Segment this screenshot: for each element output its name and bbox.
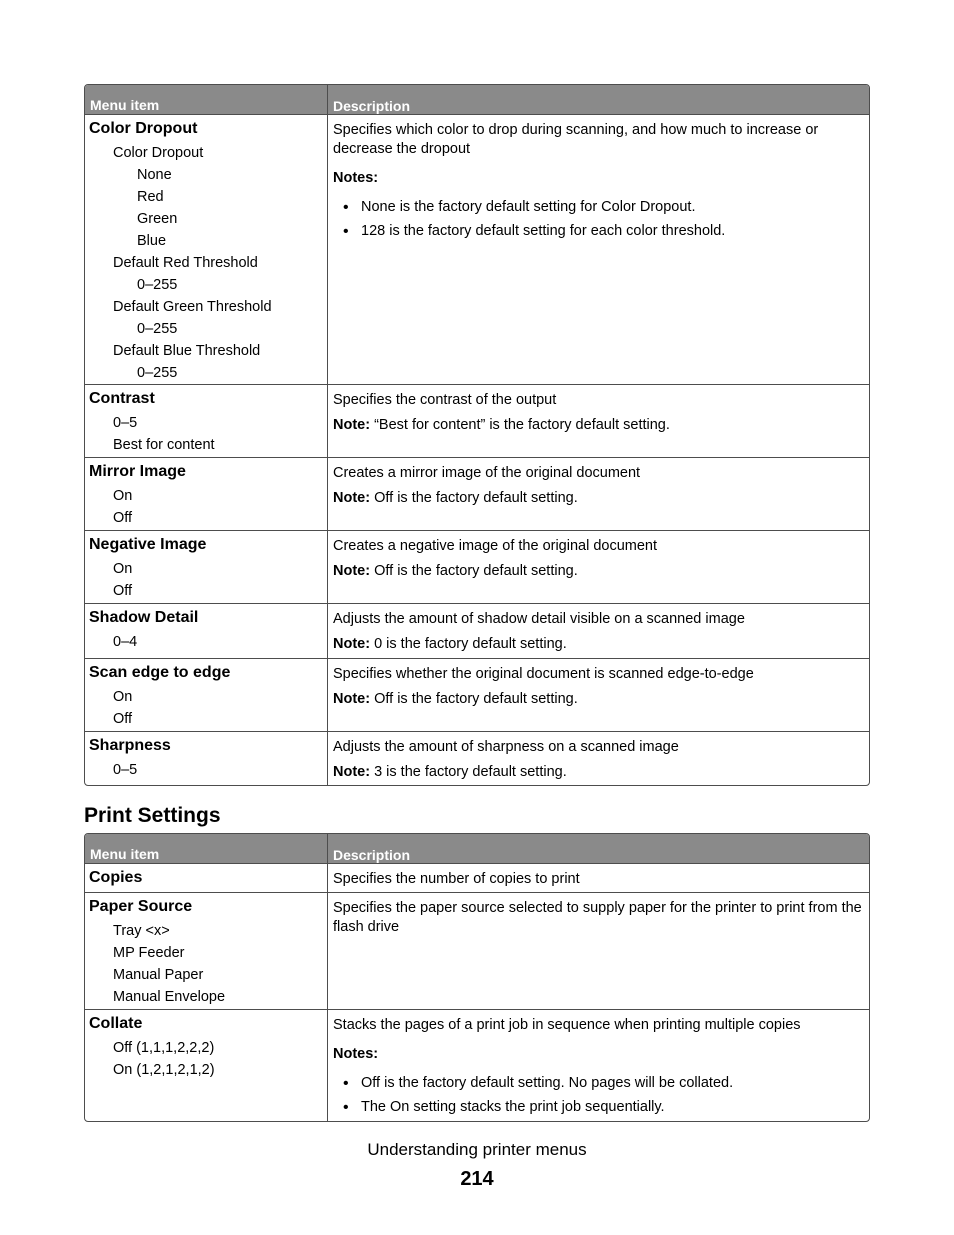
menu-option: Manual Paper bbox=[113, 967, 204, 983]
menu-option: Default Green Threshold bbox=[113, 299, 272, 315]
note-text: Off is the factory default setting. bbox=[370, 691, 578, 707]
description-cell bbox=[328, 458, 869, 530]
menu-option: Color Dropout bbox=[113, 145, 204, 161]
note-line bbox=[333, 690, 865, 709]
note-line bbox=[333, 489, 865, 508]
description-cell bbox=[328, 385, 869, 457]
table-row bbox=[85, 1010, 869, 1121]
scan-menu-table bbox=[84, 84, 870, 786]
menu-option: On bbox=[113, 561, 133, 577]
description-text: Specifies whether the original document is scanned edge-to-edge bbox=[333, 666, 754, 682]
note-label: Note: bbox=[333, 417, 371, 433]
menu-option: Manual Envelope bbox=[113, 989, 226, 1005]
description-text: Creates a negative image of the original document bbox=[333, 538, 658, 554]
description-cell bbox=[328, 115, 869, 384]
menu-option: Default Blue Threshold bbox=[113, 343, 261, 359]
menu-option: Tray <x> bbox=[113, 923, 170, 939]
table-header bbox=[85, 85, 869, 115]
description-cell bbox=[328, 604, 869, 658]
menu-item-title: Sharpness bbox=[89, 737, 171, 754]
menu-option: Off (1,1,1,2,2,2) bbox=[113, 1040, 215, 1056]
table-row bbox=[85, 659, 869, 732]
note-label: Note: bbox=[333, 691, 371, 707]
description-text: Stacks the pages of a print job in sequence when printing multiple copies bbox=[333, 1017, 801, 1033]
menu-item-title: Negative Image bbox=[89, 536, 207, 553]
note-line bbox=[333, 416, 865, 435]
footer-chapter-label: Understanding printer menus bbox=[367, 1140, 587, 1159]
table-row bbox=[85, 531, 869, 604]
menu-item-cell bbox=[85, 659, 328, 731]
note-label: Note: bbox=[333, 764, 371, 780]
description-text: Adjusts the amount of sharpness on a scanned image bbox=[333, 739, 679, 755]
note-bullet: • The On setting stacks the print job sequentially. bbox=[333, 1098, 865, 1117]
notes-heading: Notes: bbox=[333, 170, 379, 186]
menu-item-cell bbox=[85, 385, 328, 457]
menu-option: Best for content bbox=[113, 437, 215, 453]
menu-option: On (1,2,1,2,1,2) bbox=[113, 1062, 215, 1078]
table-row bbox=[85, 893, 869, 1010]
menu-option: 0–255 bbox=[137, 365, 178, 381]
notes-heading: Notes: bbox=[333, 1046, 379, 1062]
column-header-menu-item: Menu item bbox=[85, 85, 328, 114]
menu-item-title: Color Dropout bbox=[89, 120, 198, 137]
column-header-menu-item: Menu item bbox=[85, 834, 328, 863]
note-label: Note: bbox=[333, 563, 371, 579]
note-bullet: • Off is the factory default setting. No pages will be collated. bbox=[333, 1074, 865, 1093]
note-label: Note: bbox=[333, 636, 371, 652]
description-cell bbox=[328, 864, 869, 892]
description-cell bbox=[328, 659, 869, 731]
note-line bbox=[333, 763, 865, 782]
menu-item-cell bbox=[85, 732, 328, 785]
menu-option: On bbox=[113, 689, 133, 705]
menu-option: 0–255 bbox=[137, 321, 178, 337]
menu-item-title: Copies bbox=[89, 869, 143, 886]
description-cell bbox=[328, 1010, 869, 1121]
page-number: 214 bbox=[460, 1168, 494, 1190]
menu-item-cell bbox=[85, 864, 328, 892]
menu-item-title: Contrast bbox=[89, 390, 155, 407]
description-cell bbox=[328, 531, 869, 603]
description-cell bbox=[328, 732, 869, 785]
menu-item-title: Collate bbox=[89, 1015, 143, 1032]
note-line bbox=[333, 562, 865, 581]
table-row bbox=[85, 385, 869, 458]
table-row bbox=[85, 864, 869, 893]
table-header bbox=[85, 834, 869, 864]
menu-option: Blue bbox=[137, 233, 167, 249]
menu-option: 0–255 bbox=[137, 277, 178, 293]
menu-item-cell bbox=[85, 531, 328, 603]
notes-list bbox=[333, 1074, 865, 1117]
menu-item-cell bbox=[85, 893, 328, 1009]
column-header-description: Description bbox=[333, 847, 411, 863]
table-row bbox=[85, 732, 869, 785]
menu-item-title: Shadow Detail bbox=[89, 609, 199, 626]
menu-item-cell bbox=[85, 1010, 328, 1121]
note-line bbox=[333, 635, 865, 654]
description-text: Adjusts the amount of shadow detail visible on a scanned image bbox=[333, 611, 745, 627]
notes-list bbox=[333, 198, 865, 241]
note-bullet: • 128 is the factory default setting for each color threshold. bbox=[333, 222, 865, 241]
description-text: Specifies the paper source selected to supply paper for the printer to print from the flash drive bbox=[333, 900, 862, 935]
menu-option: Off bbox=[113, 583, 133, 599]
note-text: Off is the factory default setting. bbox=[370, 490, 578, 506]
table-row bbox=[85, 458, 869, 531]
menu-option: Off bbox=[113, 711, 133, 727]
note-bullet: • None is the factory default setting for Color Dropout. bbox=[333, 198, 865, 217]
menu-item-title: Mirror Image bbox=[89, 463, 186, 480]
description-text: Specifies the number of copies to print bbox=[333, 871, 580, 887]
menu-option: 0–5 bbox=[113, 762, 138, 778]
print-settings-table bbox=[84, 833, 870, 1122]
description-text: Creates a mirror image of the original document bbox=[333, 465, 641, 481]
section-title: Print Settings bbox=[84, 804, 221, 827]
menu-option: MP Feeder bbox=[113, 945, 185, 961]
note-text: “Best for content” is the factory default setting. bbox=[370, 417, 670, 433]
note-text: Off is the factory default setting. bbox=[370, 563, 578, 579]
menu-option: On bbox=[113, 488, 133, 504]
menu-option: None bbox=[137, 167, 172, 183]
table-row bbox=[85, 115, 869, 385]
menu-option: Off bbox=[113, 510, 133, 526]
description-text: Specifies which color to drop during scanning, and how much to increase or decrease the dropout bbox=[333, 122, 819, 157]
menu-option: Red bbox=[137, 189, 164, 205]
menu-item-cell bbox=[85, 115, 328, 384]
menu-option: 0–5 bbox=[113, 415, 138, 431]
menu-item-cell bbox=[85, 458, 328, 530]
note-label: Note: bbox=[333, 490, 371, 506]
description-text: Specifies the contrast of the output bbox=[333, 392, 557, 408]
menu-option: 0–4 bbox=[113, 634, 138, 650]
menu-item-title: Scan edge to edge bbox=[89, 664, 231, 681]
menu-option: Default Red Threshold bbox=[113, 255, 258, 271]
note-text: 3 is the factory default setting. bbox=[370, 764, 567, 780]
menu-option: Green bbox=[137, 211, 178, 227]
menu-item-cell bbox=[85, 604, 328, 658]
description-cell bbox=[328, 893, 869, 1009]
menu-item-title: Paper Source bbox=[89, 898, 193, 915]
note-text: 0 is the factory default setting. bbox=[370, 636, 567, 652]
table-row bbox=[85, 604, 869, 659]
column-header-description: Description bbox=[333, 98, 411, 114]
